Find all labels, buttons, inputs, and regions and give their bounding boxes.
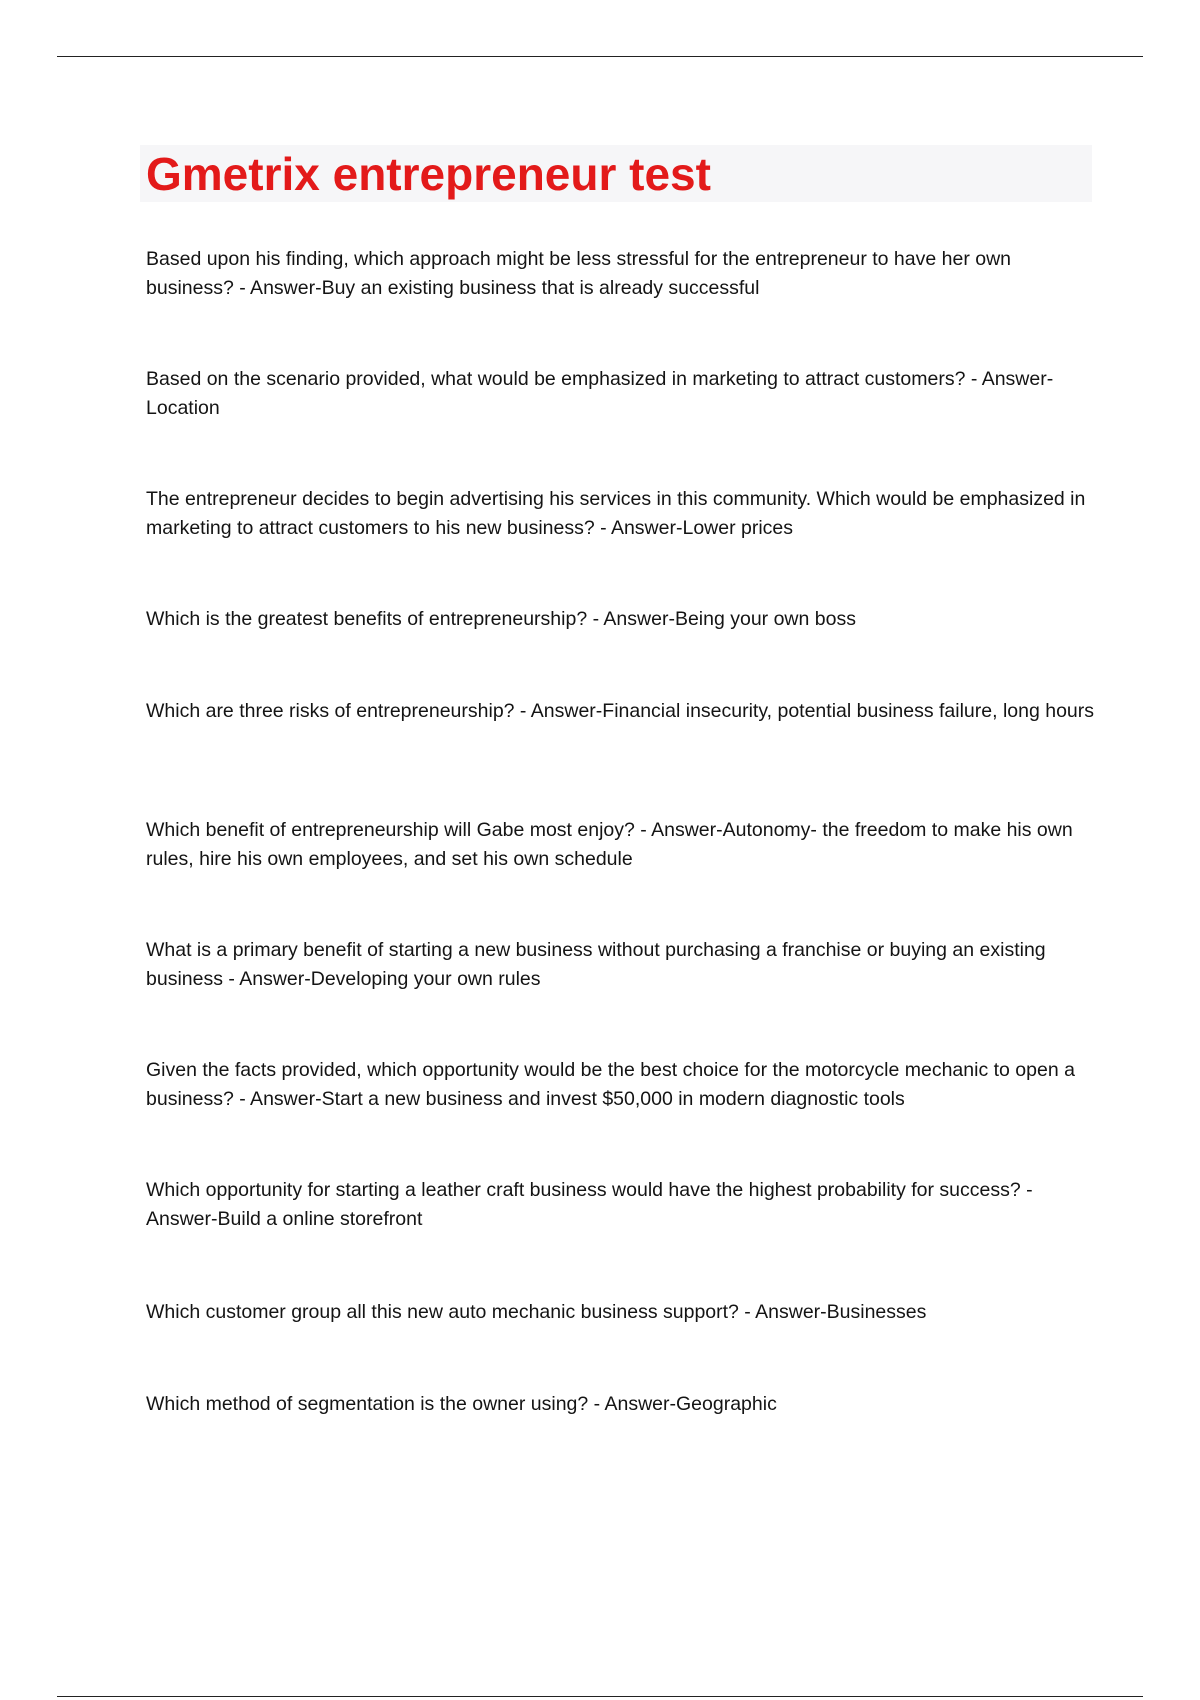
bottom-divider [57, 1696, 1143, 1697]
qa-item: Based on the scenario provided, what would be emphasized in marketing to attract customers? - Answer-Location [146, 368, 1054, 419]
qa-item: Which opportunity for starting a leather craft business would have the highest probability for success? - Answer-Build a online storefront [146, 1179, 1033, 1230]
qa-item: Given the facts provided, which opportunity would be the best choice for the motorcycle mechanic to open a business? - Answer-Start a new business and invest $50,000 in modern diagnostic tools [146, 1059, 1075, 1110]
qa-item: What is a primary benefit of starting a new business without purchasing a franchise or buying an existing business - Answer-Developing your own rules [146, 939, 1046, 990]
qa-item: The entrepreneur decides to begin advertising his services in this community. Which would be emphasized in marketing to attract customers to his new business? - Answer-Lower prices [146, 488, 1086, 539]
qa-item: Which customer group all this new auto mechanic business support? - Answer-Businesses [146, 1301, 927, 1323]
qa-item: Which benefit of entrepreneurship will Gabe most enjoy? - Answer-Autonomy- the freedom to make his own rules, hire his own employees, and set his own schedule [146, 819, 1073, 870]
qa-item: Which is the greatest benefits of entrepreneurship? - Answer-Being your own boss [146, 608, 856, 630]
qa-item: Which are three risks of entrepreneurship? - Answer-Financial insecurity, potential business failure, long hours [146, 700, 1095, 722]
document-title: Gmetrix entrepreneur test [146, 148, 711, 200]
top-divider [57, 56, 1143, 57]
qa-item: Based upon his finding, which approach might be less stressful for the entrepreneur to have her own business? - Answer-Buy an existing business that is already successful [146, 248, 1012, 299]
qa-item: Which method of segmentation is the owner using? - Answer-Geographic [146, 1393, 777, 1415]
